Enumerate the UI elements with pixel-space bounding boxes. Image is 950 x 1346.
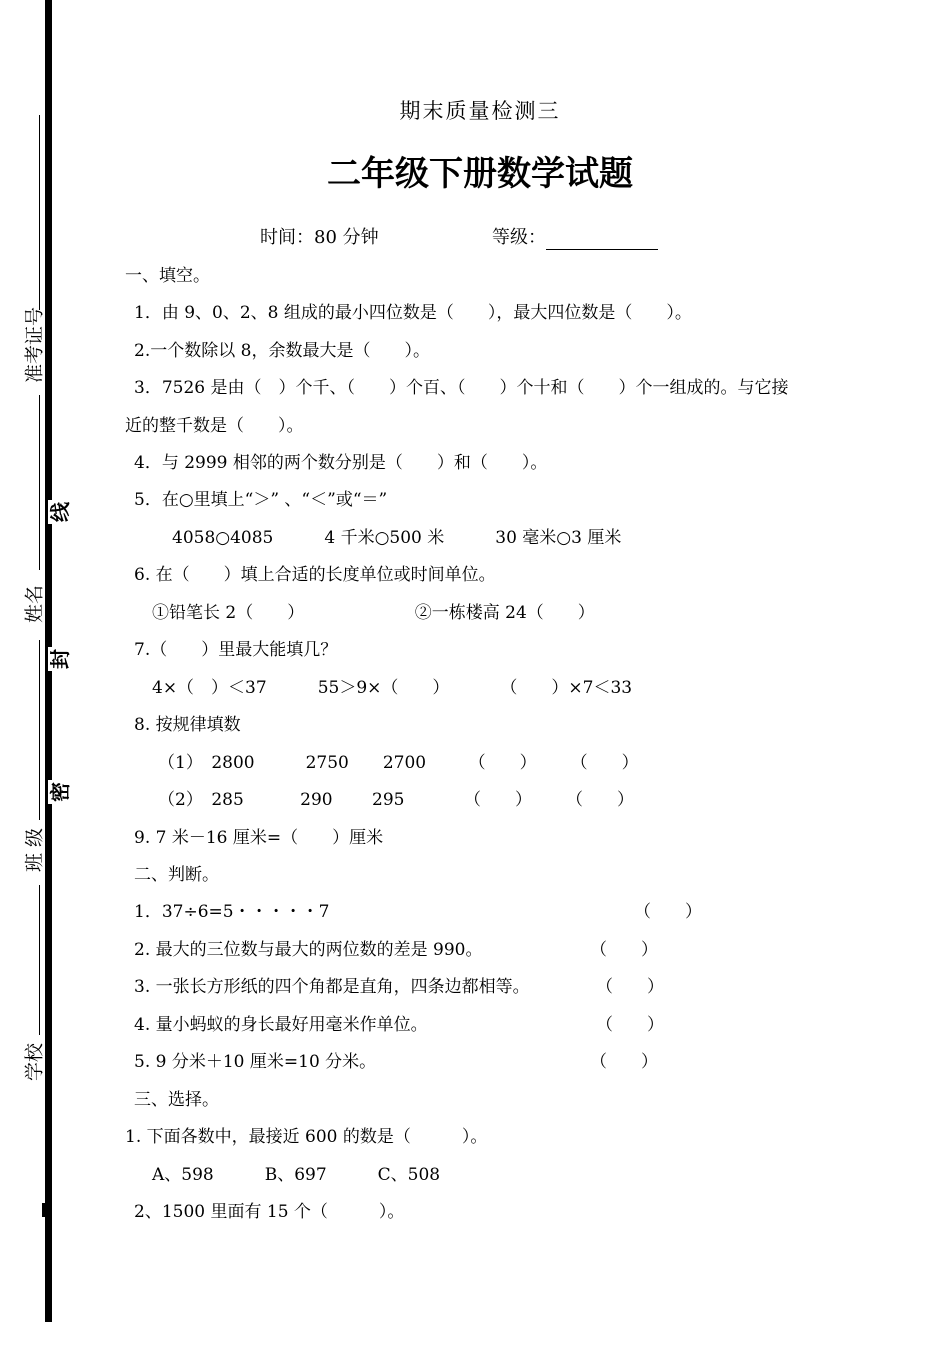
answer-parens: （ ） <box>590 940 658 960</box>
question-line: （1） 2800 2750 2700 （ ） （ ） <box>158 753 639 773</box>
section-true-false: 二、判断。 <box>134 865 219 885</box>
binding-underline <box>39 885 40 1035</box>
question-line: 5．在○里填上“＞” 、“＜”或“＝” <box>134 490 388 510</box>
question-line: 6. 在（ ）填上合适的长度单位或时间单位。 <box>134 565 496 585</box>
seal-secret-char: 密 <box>48 782 72 802</box>
question-line: 4058○4085 4 千米○500 米 30 毫米○3 厘米 <box>172 528 622 548</box>
school-label: 学校 <box>23 1042 46 1082</box>
exam-subtitle: 期末质量检测三 <box>399 99 561 123</box>
section-fill-in: 一、填空。 <box>125 266 210 286</box>
question-line: 3．7526 是由（ ）个千、（ ）个百、（ ）个十和（ ）个一组成的。与它接 <box>134 378 789 398</box>
exam-title: 二年级下册数学试题 <box>327 154 633 194</box>
admission-number-label: 准考证号 <box>23 306 46 384</box>
question-line: 5. 9 分米＋10 厘米=10 分米。 <box>134 1052 377 1072</box>
answer-parens: （ ） <box>634 902 702 922</box>
binding-underline <box>39 640 40 820</box>
question-line: 2.一个数除以 8，余数最大是（ ）。 <box>134 341 430 361</box>
grade-label: 等级： <box>492 227 546 248</box>
class-label: 班 级 <box>23 827 46 873</box>
choice-options: A、598 B、697 C、508 <box>152 1165 441 1185</box>
question-line: 1．由 9、0、2、8 组成的最小四位数是（ ），最大四位数是（ ）。 <box>134 303 692 323</box>
answer-parens: （ ） <box>596 1015 664 1035</box>
question-line: 4. 量小蚂蚁的身长最好用毫米作单位。 <box>134 1015 428 1035</box>
question-line: 近的整千数是（ ）。 <box>125 416 304 436</box>
question-line: 3. 一张长方形纸的四个角都是直角，四条边都相等。 <box>134 977 530 997</box>
grade-blank <box>546 229 658 250</box>
question-line: （2） 285 290 295 （ ） （ ） <box>158 790 634 810</box>
seal-seal-char: 封 <box>48 649 72 669</box>
answer-parens: （ ） <box>590 1052 658 1072</box>
grade-field <box>492 226 658 250</box>
exam-time: 时间：80 分钟 <box>260 227 379 248</box>
question-line: 4×（ ）＜37 55＞9×（ ） （ ）×7＜33 <box>152 678 633 698</box>
question-line: 8. 按规律填数 <box>134 715 241 735</box>
seal-line-char: 线 <box>48 502 72 522</box>
binding-underline <box>39 115 40 310</box>
answer-parens: （ ） <box>596 977 664 997</box>
question-line: ①铅笔长 2（ ） ②一栋楼高 24（ ） <box>152 603 595 623</box>
question-line: 2、1500 里面有 15 个（ ）。 <box>134 1202 405 1222</box>
binding-underline <box>39 395 40 570</box>
section-choice: 三、选择。 <box>134 1090 219 1110</box>
question-line: 4．与 2999 相邻的两个数分别是（ ）和（ ）。 <box>134 453 548 473</box>
question-line: 2. 最大的三位数与最大的两位数的差是 990。 <box>134 940 483 960</box>
question-line: 9. 7 米－16 厘米=（ ）厘米 <box>134 828 384 848</box>
question-line: 1．37÷6=5・・・・・7 <box>134 902 330 922</box>
name-label: 姓名 <box>23 584 46 624</box>
question-line: 7.（ ）里最大能填几？ <box>134 640 338 660</box>
binding-tick <box>42 1203 47 1217</box>
question-line: 1. 下面各数中，最接近 600 的数是（ ）。 <box>125 1127 488 1147</box>
